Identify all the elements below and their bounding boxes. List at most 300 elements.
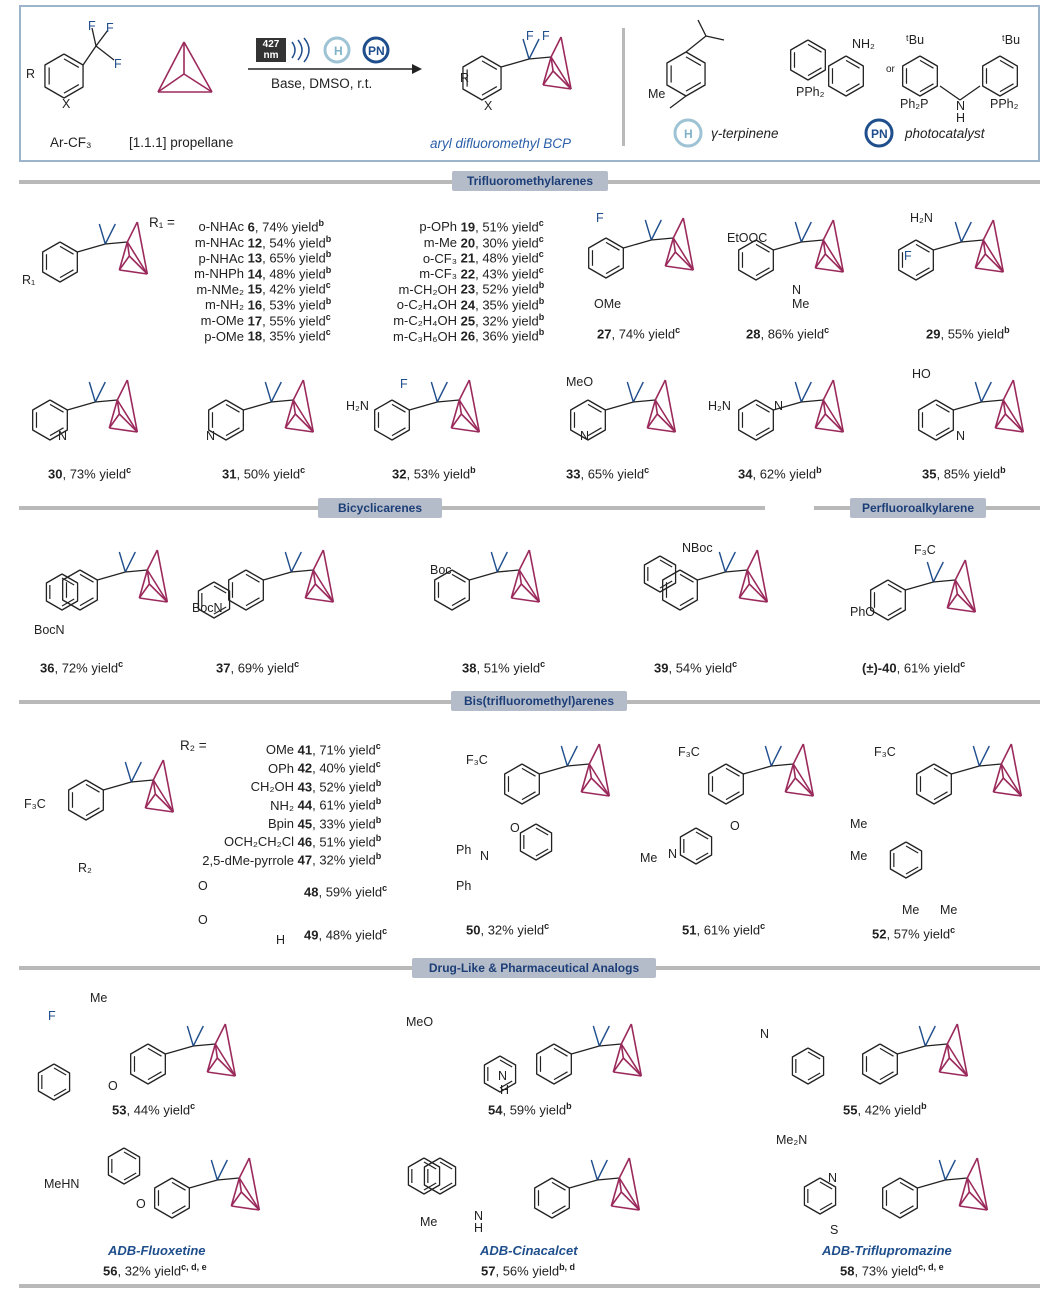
bond xyxy=(597,1178,619,1180)
compound-number: 16 xyxy=(247,297,263,313)
section-header-drug-like-analogs: Drug-Like & Pharmaceutical Analogs xyxy=(412,958,656,978)
bcp-bond xyxy=(967,1158,977,1178)
footnote-mark: c xyxy=(760,921,766,931)
ar-cf3-label: Ar-CF₃ xyxy=(50,135,92,150)
compound-number: 29 xyxy=(926,326,941,342)
cf-bond xyxy=(975,382,981,402)
n-atom: N xyxy=(498,1069,508,1083)
yield-value: , 85% yield xyxy=(936,466,1001,482)
substituent-label: OMe xyxy=(265,742,294,758)
compound-R2-generic-ring xyxy=(69,780,104,820)
footnote-mark: b xyxy=(375,777,382,788)
r1-label: R₁ = xyxy=(149,215,175,230)
yield-value: , 73% yield xyxy=(854,1263,919,1279)
double-bond xyxy=(756,268,770,276)
footnote-mark: b xyxy=(566,1101,572,1111)
bond xyxy=(125,570,147,572)
cf-bond xyxy=(99,224,105,244)
bond xyxy=(743,766,771,774)
n-atom: N xyxy=(206,429,216,443)
bond xyxy=(263,572,291,580)
compound-number: 55 xyxy=(843,1102,858,1118)
terpinene-ring xyxy=(667,52,705,96)
compound-number: 25 xyxy=(460,312,476,328)
double-bond xyxy=(246,598,260,606)
compound-number: 54 xyxy=(488,1102,503,1118)
r2-atom: R₂ xyxy=(78,861,92,875)
substituent-label: m-Me xyxy=(423,234,457,250)
compound-number: 30 xyxy=(48,466,63,482)
yield-value: , 30% yield xyxy=(475,234,539,250)
cf-bond xyxy=(927,562,933,582)
nboc-atom: NBoc xyxy=(682,541,713,555)
etooc-atom: EtOOC xyxy=(727,231,768,245)
compound-54-ring xyxy=(537,1044,572,1084)
ome-atom: OMe xyxy=(594,297,622,311)
bcp-bond xyxy=(1003,380,1013,400)
cf-bond xyxy=(431,382,437,402)
substituent-label: m-NHPh xyxy=(194,266,244,282)
cf-bond xyxy=(795,222,801,242)
yield-value: , 42% yield xyxy=(262,281,326,297)
bond xyxy=(905,582,933,590)
compound-number: 39 xyxy=(654,660,669,676)
double-bond xyxy=(756,404,770,412)
yield-value: , 69% yield xyxy=(230,660,295,676)
compound-58-ring xyxy=(883,1178,918,1218)
footnote-mark: c xyxy=(325,311,331,322)
me-atom: Me xyxy=(850,817,868,831)
cf-bond xyxy=(725,552,735,572)
bond xyxy=(571,1046,599,1054)
yield-value: , 61% yield xyxy=(896,660,961,676)
double-bond xyxy=(696,832,708,839)
compound-number: 45 xyxy=(297,815,313,831)
double-bond xyxy=(124,1173,136,1180)
h2n-atom: H₂N xyxy=(910,211,933,225)
footnote-mark: b xyxy=(318,218,324,228)
footnote-mark: c, d, e xyxy=(181,1262,207,1272)
double-bond xyxy=(64,59,79,68)
footnote-mark: c xyxy=(960,659,966,669)
compound-number: 48 xyxy=(304,884,319,900)
footnote-mark: c xyxy=(126,465,132,475)
o-atom: O xyxy=(730,819,740,833)
yield-value: , 57% yield xyxy=(886,926,951,942)
x-atom: X xyxy=(62,97,71,111)
photocatalyst-label: photocatalyst xyxy=(905,126,985,141)
footnote-mark: b xyxy=(538,311,545,322)
bcp-bond xyxy=(589,744,599,764)
cf-bond xyxy=(801,222,811,242)
double-bond xyxy=(60,270,74,278)
footnote-mark: b xyxy=(375,796,382,807)
f-atom: F xyxy=(114,57,122,71)
meo-atom: MeO xyxy=(566,375,594,389)
bcp-bond xyxy=(995,400,1003,428)
compound-number: 14 xyxy=(247,266,263,282)
footnote-mark: c xyxy=(544,921,550,931)
bocn-atom: BocN xyxy=(34,623,65,637)
ph2p-atom: Ph₂P xyxy=(900,97,929,111)
footnote-mark: c xyxy=(675,325,681,335)
bcp-bond xyxy=(739,570,747,598)
mehn-atom: MeHN xyxy=(44,1177,80,1191)
r1-atom: R₁ xyxy=(22,273,36,287)
footnote-mark: c xyxy=(538,218,544,228)
me-atom: Me xyxy=(420,1215,438,1229)
gamma-terpinene-label: γ-terpinene xyxy=(711,126,779,141)
yield-value: , 55% yield xyxy=(940,326,1005,342)
f-atom: F xyxy=(48,1009,56,1023)
double-bond xyxy=(660,560,672,567)
propellane-bond xyxy=(158,42,184,92)
drug-name-triflupromazine: ADB-Triflupromazine xyxy=(822,1243,952,1258)
substituent-label: o-NHAc xyxy=(198,219,244,235)
r2_rows-row xyxy=(184,756,381,776)
compound-35-ring xyxy=(919,400,954,440)
x-atom: X xyxy=(484,99,493,113)
r2_extra-row xyxy=(304,923,387,943)
me-atom: Me xyxy=(792,297,810,311)
reactant-arene-ring xyxy=(45,54,83,98)
footnote-mark: c xyxy=(824,325,830,335)
bond xyxy=(933,242,961,250)
footnote-mark: c xyxy=(325,280,331,291)
yield-value: , 59% yield xyxy=(318,884,383,900)
bond xyxy=(981,400,1003,402)
bond xyxy=(67,402,95,410)
footnote-mark: b xyxy=(375,833,382,843)
n-atom: N xyxy=(58,429,68,443)
yield-label-c28 xyxy=(746,322,829,342)
bond xyxy=(497,570,519,572)
footnote-mark: b xyxy=(816,465,822,475)
yield-value: , 52% yield xyxy=(475,281,539,297)
compound-number: 38 xyxy=(462,660,477,676)
bcp-bond xyxy=(959,1178,967,1206)
footnote-mark: c xyxy=(538,233,544,244)
bond xyxy=(97,572,125,580)
yield-label-c37 xyxy=(216,656,299,676)
footnote-mark: c xyxy=(538,249,544,260)
footnote-mark: c xyxy=(294,659,300,669)
footnote-mark: b xyxy=(538,280,545,291)
cf-bond xyxy=(105,224,115,244)
bond xyxy=(897,1046,925,1054)
cf-bond xyxy=(925,1026,935,1046)
double-bond xyxy=(62,578,74,585)
compound-number: (±)-40 xyxy=(862,660,897,676)
bond xyxy=(165,1046,193,1054)
o-atom: O xyxy=(108,1079,118,1093)
yield-value: , 35% yield xyxy=(262,328,326,344)
double-bond xyxy=(808,1073,820,1080)
n-atom: N xyxy=(474,1209,484,1223)
double-bond xyxy=(916,268,930,276)
bcp-bond xyxy=(293,380,303,400)
yield-label-c58 xyxy=(840,1259,944,1279)
n-atom: N xyxy=(956,429,966,443)
yield-value: , 61% yield xyxy=(696,922,761,938)
f3c-atom: F₃C xyxy=(24,797,46,811)
footnote-mark: c xyxy=(375,759,381,770)
substituent-label: m-C₂H₄OH xyxy=(393,312,457,328)
led-label: 427 nm xyxy=(262,39,280,61)
double-bond xyxy=(536,849,548,856)
compound-number: 19 xyxy=(460,219,476,235)
led-427nm-icon xyxy=(256,38,286,62)
r1_left-row xyxy=(176,324,331,344)
compound-28-ring xyxy=(739,240,774,280)
n-atom: N xyxy=(774,399,784,413)
double-bond xyxy=(846,84,860,92)
cf-bond xyxy=(597,1160,607,1180)
yield-value: , 74% yield xyxy=(611,326,676,342)
cf-bond xyxy=(627,382,633,402)
bond xyxy=(103,782,131,790)
yield-value: , 61% yield xyxy=(312,797,376,813)
footnote-mark: c xyxy=(325,327,331,338)
yield-value: , 74% yield xyxy=(254,219,319,235)
cf-bond xyxy=(795,382,801,402)
yield-value: , 54% yield xyxy=(668,660,733,676)
o-atom: O xyxy=(136,1197,146,1211)
bond xyxy=(529,57,551,59)
bcp-bond xyxy=(793,744,803,764)
yield-value: , 32% yield xyxy=(312,852,376,868)
s-atom: S xyxy=(830,1223,839,1237)
compound-55-piperazine xyxy=(792,1048,823,1084)
compound-40-ring xyxy=(871,580,906,620)
cf-bond xyxy=(939,1160,945,1180)
compound-number: 58 xyxy=(840,1263,855,1279)
compound-number: 12 xyxy=(247,234,263,250)
yield-label-c40 xyxy=(862,656,965,676)
yield-label-c54 xyxy=(488,1098,572,1118)
bcp-bond xyxy=(673,218,683,238)
pn-legend-label: PN xyxy=(871,127,888,141)
double-bond xyxy=(808,44,822,52)
propellane-bond xyxy=(184,42,212,92)
double-bond xyxy=(172,1182,186,1190)
cf-bond xyxy=(645,220,651,240)
f-atom: F xyxy=(88,19,96,33)
footnote-mark: c xyxy=(644,465,650,475)
yield-value: , 53% yield xyxy=(406,466,471,482)
double-bond xyxy=(54,1089,66,1096)
footnote-mark: c xyxy=(382,926,388,936)
yield-label-c35 xyxy=(922,462,1006,482)
me-atom: Me xyxy=(850,849,868,863)
cf-bond xyxy=(765,746,771,766)
footnote-mark: b xyxy=(325,296,332,306)
bond xyxy=(189,1180,217,1188)
cf-bond xyxy=(961,222,971,242)
compound-number: 26 xyxy=(460,328,476,344)
bcp-bond xyxy=(611,1178,619,1206)
double-bond xyxy=(554,1072,568,1080)
double-bond xyxy=(172,1206,186,1214)
yield-value: , 48% yield xyxy=(475,250,539,266)
bond xyxy=(77,244,105,252)
bond xyxy=(599,1044,621,1046)
double-bond xyxy=(920,84,934,92)
footnote-mark: c xyxy=(190,1101,196,1111)
yield-value: , 55% yield xyxy=(262,312,326,328)
cf-bond xyxy=(979,746,989,766)
bcp-bond xyxy=(647,400,655,428)
bond xyxy=(953,402,981,410)
light-wave xyxy=(298,40,302,60)
double-bond xyxy=(726,768,740,776)
yield-value: , 44% yield xyxy=(126,1102,191,1118)
yield-value: , 72% yield xyxy=(54,660,119,676)
yield-label-c52 xyxy=(872,922,955,942)
section-header-bicyclicarenes: Bicyclicarenes xyxy=(318,498,442,518)
bond xyxy=(193,1044,215,1046)
n-atom: N xyxy=(956,99,966,113)
yield-value: , 53% yield xyxy=(262,297,326,313)
yield-value: , 32% yield xyxy=(480,922,545,938)
double-bond xyxy=(50,404,64,412)
r2_rows-row xyxy=(184,812,381,832)
compound-39-ring xyxy=(663,570,698,610)
compound-number: 53 xyxy=(112,1102,127,1118)
section-header-perfluoroalkylarene: Perfluoroalkylarene xyxy=(850,498,986,518)
compound-number: 36 xyxy=(40,660,55,676)
compound-number: 51 xyxy=(682,922,697,938)
me-atom: Me xyxy=(940,903,958,917)
double-bond xyxy=(888,584,902,592)
light-wave xyxy=(292,42,295,58)
footnote-mark: c xyxy=(300,465,306,475)
cf-bond xyxy=(119,552,125,572)
yield-label-c51 xyxy=(682,918,765,938)
bond xyxy=(469,572,497,580)
bond xyxy=(697,572,725,580)
yield-label-c27 xyxy=(597,322,680,342)
biphenyl-ring xyxy=(829,56,864,96)
double-bond xyxy=(392,404,406,412)
bcp-bond xyxy=(215,1024,225,1044)
compound-36-ring xyxy=(63,570,98,610)
bcp-bond xyxy=(511,570,519,598)
cf-bond xyxy=(919,1026,925,1046)
bcp-bond xyxy=(139,570,147,598)
bcp-bond xyxy=(823,380,833,400)
r2_rows-row xyxy=(184,848,381,868)
bcp-bond xyxy=(619,1158,629,1178)
bcp-bond xyxy=(621,1024,631,1044)
double-bond xyxy=(392,428,406,436)
h-atom: H xyxy=(956,111,966,125)
double-bond xyxy=(916,244,930,252)
double-bond xyxy=(906,867,918,874)
cf-bond xyxy=(95,382,105,402)
footnote-mark: b xyxy=(470,465,476,475)
compound-39-pyrrole xyxy=(644,556,675,592)
compound-50-azetidine xyxy=(520,824,551,860)
double-bond xyxy=(900,1182,914,1190)
footnote-mark: b xyxy=(375,851,382,862)
n-atom: N xyxy=(480,849,490,863)
me-atom: Me xyxy=(90,991,108,1005)
cf-bond xyxy=(193,1026,203,1046)
product-class-label: aryl difluoromethyl BCP xyxy=(430,136,572,151)
double-bond xyxy=(588,428,602,436)
f3c-atom: F₃C xyxy=(874,745,896,759)
footnote-mark: b xyxy=(375,814,382,825)
bcp-bond xyxy=(145,780,153,808)
f-atom: F xyxy=(400,377,408,391)
cf-bond xyxy=(265,382,271,402)
cf-bond xyxy=(211,1160,217,1180)
bcp-bond xyxy=(313,550,323,570)
f-atom: F xyxy=(904,249,912,263)
bcp-bond xyxy=(613,1044,621,1072)
h-atom: H xyxy=(500,1083,510,1097)
compound-number: 49 xyxy=(304,927,319,943)
section-header-trifluoromethylarenes: Trifluoromethylarenes xyxy=(452,171,608,191)
compound-50-ring xyxy=(505,764,540,804)
compound-number: 18 xyxy=(247,328,263,344)
double-bond xyxy=(808,68,822,76)
substituent-label: m-NH₂ xyxy=(205,297,244,313)
bcp-bond xyxy=(815,400,823,428)
footnote-mark: c xyxy=(540,659,546,669)
bcp-bond xyxy=(119,242,127,270)
h-atom: H xyxy=(474,1221,484,1235)
carbazole-ring xyxy=(983,56,1018,96)
f-atom: F xyxy=(526,29,534,43)
substituent-label: m-C₃H₆OH xyxy=(393,328,457,344)
substituent-label: m-CF₃ xyxy=(419,266,457,282)
substituent-label: m-CH₂OH xyxy=(398,281,457,297)
r2_rows-row xyxy=(184,793,381,813)
double-bond xyxy=(880,1048,894,1056)
compound-52-sugar xyxy=(890,842,921,878)
me-atom: Me xyxy=(640,851,658,865)
drug-name-fluoxetine: ADB-Fluoxetine xyxy=(108,1243,206,1258)
compound-number: 47 xyxy=(297,852,313,868)
bcp-bond xyxy=(207,1044,215,1072)
cf-bond xyxy=(131,762,141,782)
footnote-mark: c xyxy=(375,741,381,751)
compound-number: 28 xyxy=(746,326,761,342)
bond xyxy=(917,1180,945,1188)
double-bond xyxy=(552,1182,566,1190)
cf-bond xyxy=(771,746,781,766)
yield-value: , 48% yield xyxy=(262,266,326,282)
yield-label-c31 xyxy=(222,462,305,482)
bond xyxy=(771,764,793,766)
bond xyxy=(961,240,983,242)
bond xyxy=(706,36,724,40)
bcp-bond xyxy=(231,1178,239,1206)
footnote-mark: b xyxy=(325,249,332,260)
substituent-label: p-OPh xyxy=(419,219,457,235)
substituent-label: Bpin xyxy=(267,815,294,831)
yield-label-c53 xyxy=(112,1098,195,1118)
double-bond xyxy=(934,768,948,776)
compound-53-ring-b xyxy=(38,1064,69,1100)
footnote-mark: b xyxy=(1004,325,1010,335)
bond xyxy=(933,580,955,582)
cf-bond xyxy=(593,1026,599,1046)
arrow-head xyxy=(412,64,422,74)
compound-number: 37 xyxy=(216,660,231,676)
